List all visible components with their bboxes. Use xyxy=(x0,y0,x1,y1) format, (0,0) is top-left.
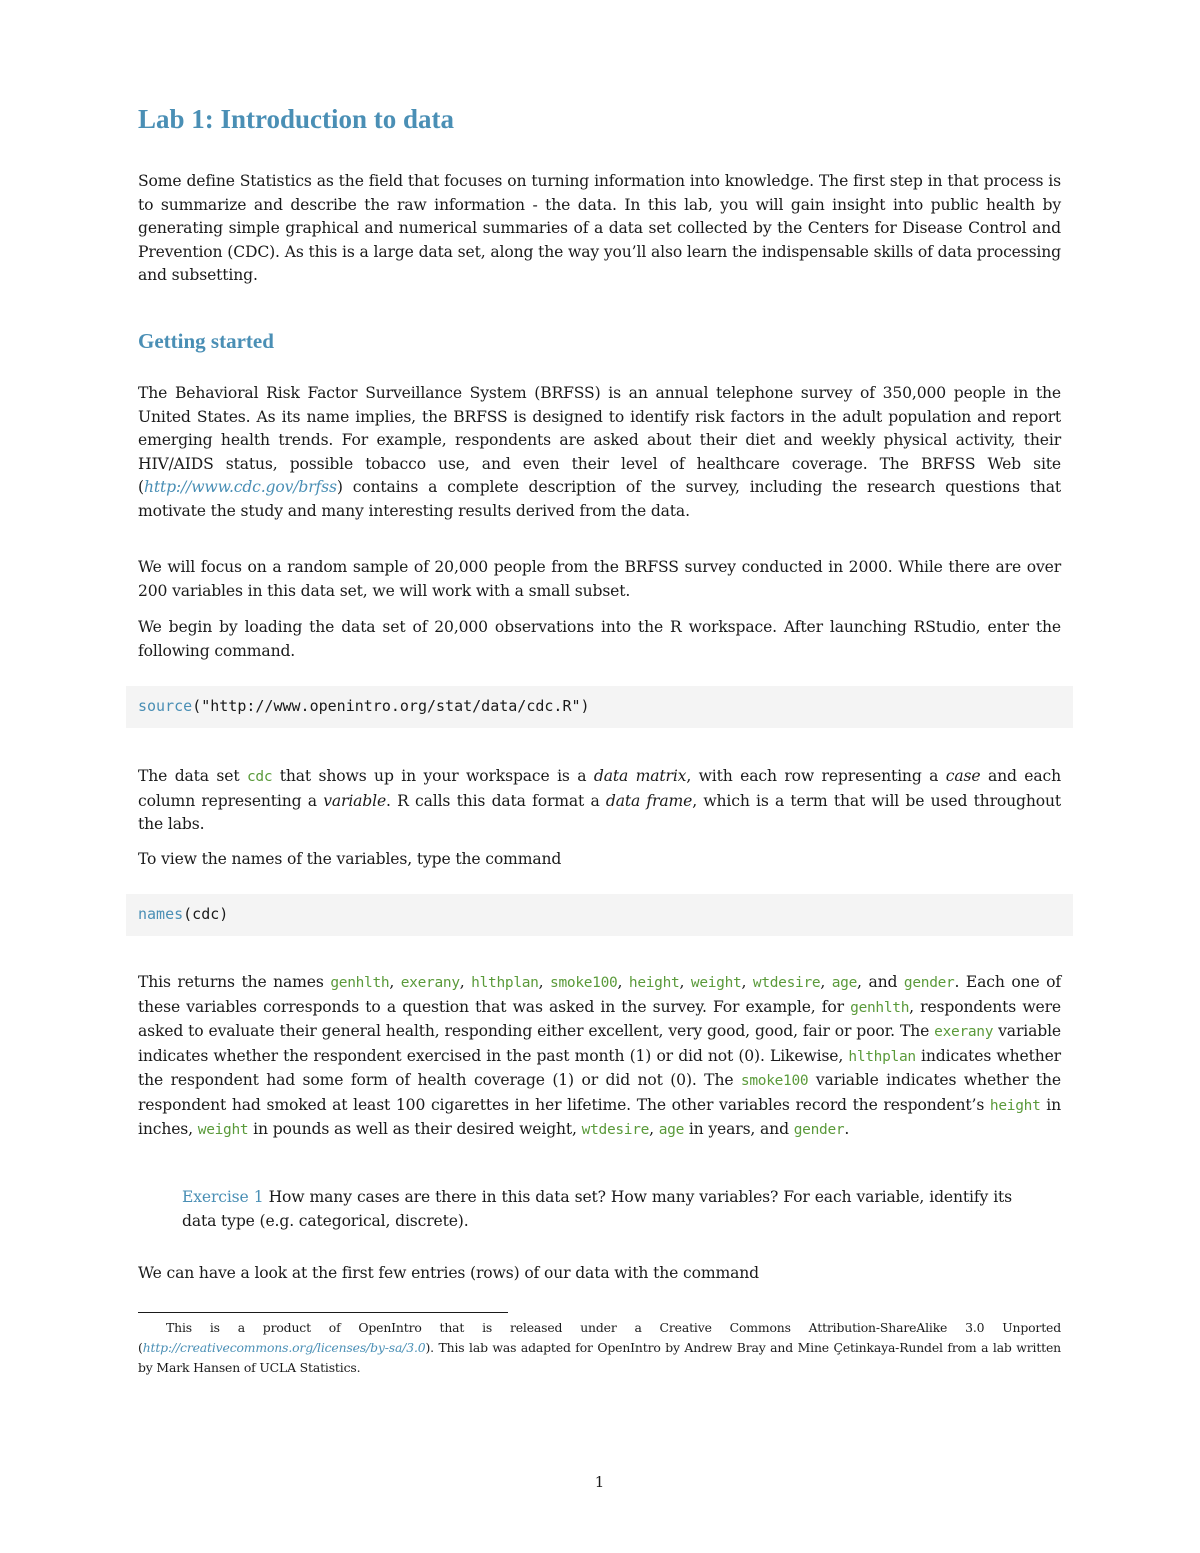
section-heading-getting-started: Getting started xyxy=(138,329,274,353)
code-block-names xyxy=(126,894,1073,936)
intro-paragraph: Some define Statistics as the field that focuses on turning information into knowledge. The first step in that process is to summarize and describe the raw information - the data. In this lab, you will gain insight into public health by generating simple graphical and numerical summaries of a data set collected by the Centers for Disease Control and Prevention (CDC). As this is a large data set, along the way you’ll also learn the indispensable skills of data processing and subsetting. xyxy=(138,172,1061,284)
page-number: 1 xyxy=(594,1473,605,1491)
code-block-source xyxy=(126,686,1073,728)
variables-paragraph: This returns the names genhlth, exerany, hlthplan, smoke100, height, weight, wtdesire, age, and gender. Each one of these variables corresponds to a question that was asked in the survey. For example, for genhlth, respondents were asked to evaluate their general health, responding either excellent, very good, good, fair or poor. The exerany variable indicates whether the respondent exercised in the past month (1) or did not (0). Likewise, hlthplan indicates whether the respondent had some form of health coverage (1) or did not (0). The smoke100 variable indicates whether the respondent had smoked at least 100 cigarettes in her lifetime. The other variables record the respondent’s height in inches, weight in pounds as well as their desired weight, wtdesire, age in years, and gender. xyxy=(138,973,1061,1138)
exercise-label: Exercise 1 xyxy=(182,1188,264,1206)
first-rows-paragraph: We can have a look at the first few entries (rows) of our data with the command xyxy=(138,1264,759,1282)
brfss-link[interactable]: http://www.cdc.gov/brfss xyxy=(143,478,337,496)
loading-paragraph: We begin by loading the data set of 20,000 observations into the R workspace. After launching RStudio, enter the following command. xyxy=(138,618,1061,660)
inline-code-cdc: cdc xyxy=(246,769,273,785)
brfss-paragraph: The Behavioral Risk Factor Surveillance System (BRFSS) is an annual telephone survey of 350,000 people in the United States. As its name implies, the BRFSS is designed to identify risk factors in the adult population and report emerging health trends. For example, respondents are asked about their diet and weekly physical activity, their HIV/AIDS status, possible tobacco use, and even their level of healthcare coverage. The BRFSS Web site (http://www.cdc.gov/brfss) contains a complete description of the survey, including the research questions that motivate the study and many interesting results derived from the data. xyxy=(138,384,1061,520)
license-link[interactable]: http://creativecommons.org/licenses/by-sa/3.0 xyxy=(142,1340,426,1355)
footnote-rule xyxy=(138,1312,508,1313)
exercise-1: Exercise 1 How many cases are there in this data set? How many variables? For each variable, identify its data type (e.g. categorical, discrete). xyxy=(182,1188,1013,1230)
code-names: names(cdc) xyxy=(138,905,229,923)
sample-paragraph: We will focus on a random sample of 20,000 people from the BRFSS survey conducted in 2000. While there are over 200 variables in this data set, we will work with a small subset. xyxy=(138,558,1061,600)
code-source: source("http://www.openintro.org/stat/data/cdc.R") xyxy=(138,697,590,715)
data-matrix-paragraph: The data set cdc that shows up in your workspace is a data matrix, with each row representing a case and each column representing a variable. R calls this data format a data frame, which is a term that will be used throughout the labs. xyxy=(138,767,1061,833)
footnote: This is a product of OpenIntro that is released under a Creative Commons Attribution-ShareAlike 3.0 Unported (http://creativecommons.org/licenses/by-sa/3.0). This lab was adapted for OpenIntro by Andrew Bray and Mine Çetinkaya-Rundel from a lab written by Mark Hansen of UCLA Statistics. xyxy=(138,1320,1061,1375)
page-title: Lab 1: Introduction to data xyxy=(138,104,455,134)
view-names-paragraph: To view the names of the variables, type the command xyxy=(138,850,562,868)
